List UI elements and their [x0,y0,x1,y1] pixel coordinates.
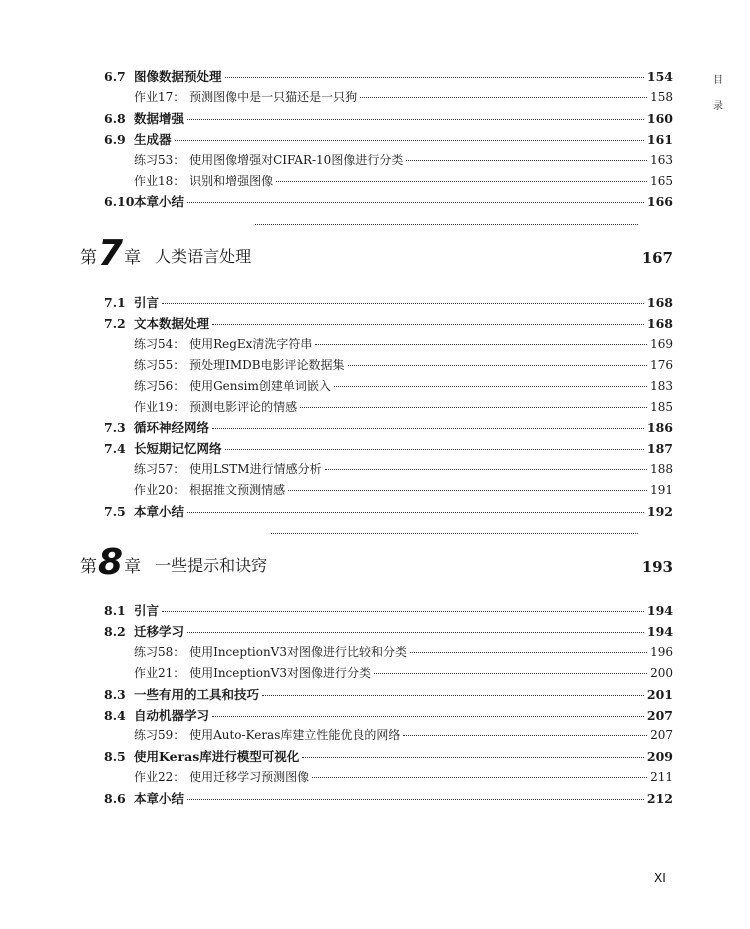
entry-title: 练习57： 使用LSTM进行情感分析 [134,462,322,477]
entry-title: 练习59： 使用Auto-Keras库建立性能优良的网络 [134,728,401,743]
dot-leader [162,611,644,612]
entry-page-number: 194 [646,623,673,639]
section-number: 6.10 [104,194,135,210]
dot-leader [315,344,647,345]
dot-leader [212,716,644,717]
entry-title: 作业22： 使用迁移学习预测图像 [134,770,310,785]
entry-page-number: 158 [650,89,673,104]
toc-exercise-entry[interactable] [134,151,673,171]
dot-leader [312,777,647,778]
toc-section-entry[interactable] [104,109,673,129]
entry-title: 本章小结 [134,194,185,210]
chapter-prefix: 第 [80,248,97,268]
section-number: 7.3 [104,420,126,436]
toc-section-entry[interactable] [104,502,673,522]
entry-page-number: 166 [646,194,673,210]
side-label-char: 目 [713,75,723,86]
dot-leader [212,324,644,325]
dot-leader [187,632,644,633]
toc-section-entry[interactable] [104,601,673,621]
section-number: 7.2 [104,315,126,331]
entry-page-number: 201 [646,686,673,702]
chapter-number: 8 [98,542,124,583]
entry-title: 作业18： 识别和增强图像 [134,173,274,188]
toc-exercise-entry[interactable] [134,377,673,397]
entry-page-number: 163 [650,152,673,167]
entry-page-number: 185 [650,399,673,414]
entry-page-number: 176 [650,357,673,372]
toc-section-entry[interactable] [104,130,673,150]
toc-section-entry[interactable] [104,747,673,767]
chapter-page-number: 167 [641,249,673,267]
entry-title: 文本数据处理 [134,315,210,331]
toc-section-entry[interactable] [104,314,673,334]
side-label-char: 录 [713,101,723,112]
entry-page-number: 211 [650,770,673,785]
entry-page-number: 168 [646,295,673,310]
entry-page-number: 188 [650,462,673,477]
section-number: 8.4 [104,707,126,723]
section-number: 8.2 [104,623,126,639]
entry-page-number: 183 [650,378,673,393]
entry-page-number: 165 [650,173,673,188]
toc-exercise-entry[interactable] [134,460,673,480]
dot-leader [360,97,647,98]
entry-title: 图像数据预处理 [134,69,222,84]
entry-title: 迁移学习 [134,623,185,639]
entry-page-number: 194 [646,603,673,618]
side-section-label [712,68,724,120]
toc-section-entry[interactable] [104,67,673,87]
section-number: 8.3 [104,686,126,702]
section-number: 6.8 [104,110,126,126]
toc-section-entry[interactable] [104,685,673,705]
dot-leader [225,77,644,78]
toc-exercise-entry[interactable] [134,664,673,684]
toc-section-entry[interactable] [104,192,673,212]
entry-page-number: 207 [646,707,673,723]
chapter-suffix: 章 [124,248,142,268]
entry-title: 数据增强 [134,110,185,126]
section-number: 8.5 [104,749,126,765]
toc-section-entry[interactable] [104,293,673,313]
toc-section-entry[interactable] [104,418,673,438]
dot-leader [162,303,644,304]
chapter-title: 一些提示和诀窍 [155,556,268,575]
entry-page-number: 191 [650,483,673,498]
entry-page-number: 161 [646,131,673,147]
dot-leader [187,512,644,513]
dot-leader [334,386,647,387]
page-folio: XI [654,871,666,885]
entry-title: 本章小结 [134,791,185,807]
dot-leader [175,140,644,141]
toc-exercise-entry[interactable] [134,335,673,355]
entry-title: 练习53： 使用图像增强对CIFAR-10图像进行分类 [134,152,404,167]
section-number: 6.7 [104,69,126,84]
toc-exercise-entry[interactable] [134,643,673,663]
dot-leader [271,533,638,534]
entry-page-number: 212 [646,791,673,807]
dot-leader [255,224,638,225]
entry-page-number: 192 [646,504,673,519]
entry-title: 一些有用的工具和技巧 [134,686,260,702]
entry-title: 作业20： 根据推文预测情感 [134,483,286,498]
dot-leader [187,202,644,203]
chapter-title: 人类语言处理 [155,247,252,266]
dot-leader [348,365,648,366]
dot-leader [325,469,648,470]
toc-exercise-entry[interactable] [134,356,673,376]
chapter-suffix: 章 [124,557,142,577]
entry-page-number: 186 [646,420,673,436]
section-number: 7.5 [104,504,126,519]
section-number: 7.4 [104,441,126,457]
dot-leader [225,449,644,450]
chapter-prefix: 第 [80,557,97,577]
dot-leader [403,735,647,736]
dot-leader [288,490,647,491]
dot-leader [212,428,644,429]
entry-page-number: 154 [646,69,673,84]
entry-page-number: 200 [650,665,673,680]
entry-page-number: 187 [646,441,673,457]
entry-page-number: 207 [650,728,673,743]
dot-leader [262,695,644,696]
toc-exercise-entry[interactable] [134,172,673,192]
entry-title: 循环神经网络 [134,420,210,436]
chapter-8-heading[interactable] [80,541,673,581]
toc-exercise-entry[interactable] [134,88,673,108]
entry-title: 练习58： 使用InceptionV3对图像进行比较和分类 [134,644,407,659]
section-number: 8.1 [104,603,126,618]
entry-page-number: 209 [646,749,673,765]
toc-exercise-entry[interactable] [134,481,673,501]
toc-section-entry[interactable] [104,622,673,642]
entry-title: 作业17： 预测图像中是一只猫还是一只狗 [134,89,358,104]
chapter-7-heading[interactable] [80,232,673,272]
section-number: 6.9 [104,131,126,147]
section-number: 7.1 [104,295,126,310]
dot-leader [187,119,644,120]
entry-title: 练习54： 使用RegEx清洗字符串 [134,336,313,351]
entry-page-number: 169 [650,336,673,351]
entry-page-number: 168 [646,315,673,331]
entry-page-number: 160 [646,110,673,126]
entry-title: 引言 [134,603,160,618]
toc-exercise-entry[interactable] [134,726,673,746]
dot-leader [302,757,644,758]
toc-section-entry[interactable] [104,706,673,726]
entry-page-number: 196 [650,644,673,659]
chapter-number: 7 [98,233,124,274]
section-number: 8.6 [104,791,126,807]
dot-leader [406,160,647,161]
entry-title: 使用Keras库进行模型可视化 [134,749,300,765]
toc-exercise-entry[interactable] [134,768,673,788]
entry-title: 练习55： 预处理IMDB电影评论数据集 [134,357,345,372]
entry-title: 引言 [134,295,160,310]
toc-section-entry[interactable] [104,439,673,459]
entry-title: 本章小结 [134,504,185,519]
entry-title: 生成器 [134,131,172,147]
entry-title: 自动机器学习 [134,707,210,723]
dot-leader [410,652,647,653]
entry-title: 练习56： 使用Gensim创建单词嵌入 [134,378,331,393]
toc-section-entry[interactable] [104,789,673,809]
toc-exercise-entry[interactable] [134,398,673,418]
entry-title: 作业21： 使用InceptionV3对图像进行分类 [134,665,371,680]
dot-leader [276,181,647,182]
entry-title: 长短期记忆网络 [134,441,222,457]
dot-leader [374,673,647,674]
entry-title: 作业19： 预测电影评论的情感 [134,399,298,414]
dot-leader [187,799,644,800]
dot-leader [300,407,647,408]
chapter-page-number: 193 [641,558,673,576]
